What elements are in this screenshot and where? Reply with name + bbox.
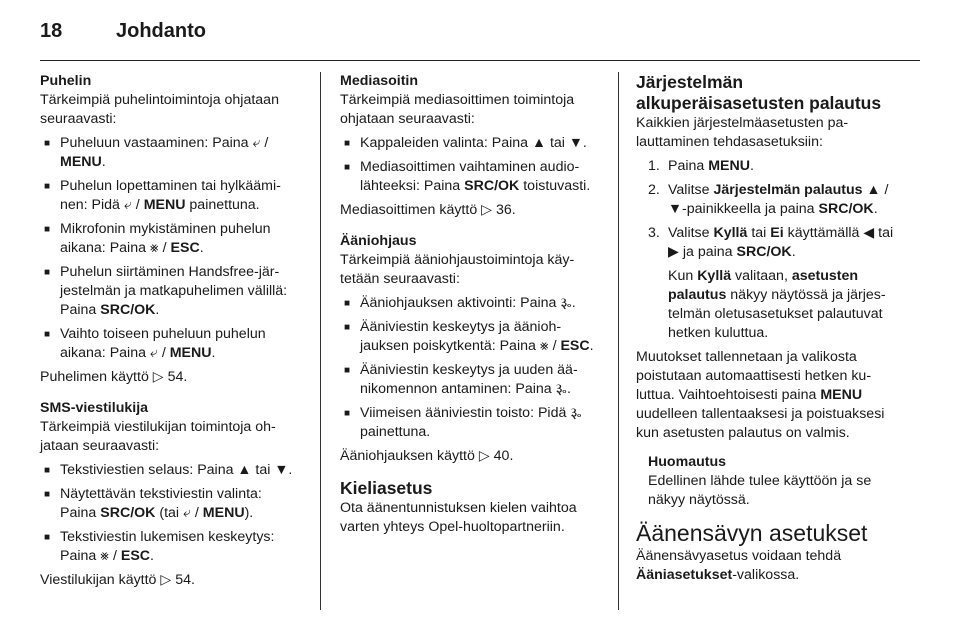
column-divider	[618, 72, 619, 610]
list-item: ■ Puheluun vastaaminen: Paina ⤶ / MENU.	[40, 134, 302, 172]
section-heading-reset: Järjestelmän alkuperäisasetusten palautus	[636, 72, 882, 113]
section-heading-phone: Puhelin	[40, 73, 92, 89]
phone-reference: Puhelimen käyttö ▷ 54.	[40, 369, 188, 385]
reset-intro: Kaikkien järjestelmäasetusten palauttaminen tehdasasetuksiin:	[636, 115, 849, 150]
step3-note: Kun Kyllä valitaan, asetusten palautus näkyy näytössä ja järjestelmän oletusasetukset palautuvat hetken kuluttua.	[668, 268, 886, 341]
phone-list	[40, 134, 302, 363]
media-intro: Tärkeimpiä mediasoittimen toimintoja ohjataan seuraavasti:	[340, 92, 575, 127]
list-item: 2. Valitse Järjestelmän palautus ▲ / ▼-painikkeella ja paina SRC/OK.	[648, 182, 889, 217]
list-item: ■ Mikrofonin mykistäminen puhelun aikana: Paina ⨳ / ESC.	[40, 220, 302, 258]
list-item: ■ Viimeisen ääniviestin toisto: Pidä ૱ painettuna.	[340, 404, 605, 442]
language-text: Ota äänentunnistuksen kielen vaihtoa varten yhteys Opel-huoltopartneriin.	[340, 500, 577, 535]
phone-icon: ⤶	[183, 505, 191, 521]
column-middle	[340, 72, 605, 537]
list-item: ■ Puhelun lopettaminen tai hylkääminen: Pidä ⤶ / MENU painettuna.	[40, 177, 302, 215]
section-heading-language: Kieliasetus	[340, 478, 433, 498]
list-item: ■ Mediasoittimen vaihtaminen audiolähteeksi: Paina SRC/OK toistuvasti.	[340, 158, 605, 196]
list-item: ■ Ääniviestin keskeytys ja ääniohjauksen poiskytkentä: Paina ⨳ / ESC.	[340, 318, 605, 356]
mute-icon: ⨳	[149, 240, 159, 256]
column-divider	[320, 72, 321, 610]
list-item: ■ Puhelun siirtäminen Handsfree-järjestelmän ja matkapuhelimen välillä: Paina SRC/OK.	[40, 263, 302, 320]
voice-icon: ૱	[560, 295, 572, 311]
voice-icon: ૱	[555, 381, 568, 397]
voice-intro: Tärkeimpiä ääniohjaustoimintoja käytetään seuraavasti:	[340, 252, 575, 287]
list-item: ■ Näytettävän tekstiviestin valinta: Paina SRC/OK (tai ⤶ / MENU).	[40, 485, 302, 523]
section-heading-sms: SMS-viestilukija	[40, 400, 149, 416]
list-item: ■ Ääniohjauksen aktivointi: Paina ૱.	[340, 294, 605, 313]
section-heading-voice: Ääniohjaus	[340, 233, 417, 249]
voice-icon: ૱	[570, 405, 582, 421]
phone-icon: ⤶	[149, 345, 158, 361]
list-item: ■ Tekstiviestin lukemisen keskeytys: Paina ⨳ / ESC.	[40, 528, 302, 566]
section-heading-tone: Äänensävyn asetukset	[636, 520, 868, 546]
media-list	[340, 134, 605, 196]
page-title: Johdanto	[116, 20, 206, 42]
tone-text: Äänensävyasetus voidaan tehdä Ääniasetukset-valikossa.	[636, 548, 842, 583]
section-heading-media: Mediasoitin	[340, 73, 419, 89]
note-heading: Huomautus	[648, 454, 727, 470]
sms-list	[40, 461, 302, 566]
column-left	[40, 72, 302, 590]
voice-reference: Ääniohjauksen käyttö ▷ 40.	[340, 448, 514, 464]
mute-icon: ⨳	[100, 548, 110, 564]
sms-reference: Viestilukijan käyttö ▷ 54.	[40, 572, 195, 588]
list-item: ■ Kappaleiden valinta: Paina ▲ tai ▼.	[340, 134, 605, 153]
changes-text: Muutokset tallennetaan ja valikosta poistutaan automaattisesti hetken kuluttua. Vaihtoehtoisesti paina MENU uudelleen tallentaaksesi ja poistuaksesi kun asetusten palautus on valmis.	[636, 349, 885, 441]
reset-steps	[636, 157, 904, 262]
phone-icon: ⤶	[123, 197, 132, 213]
page-number: 18	[40, 20, 63, 42]
media-reference: Mediasoittimen käyttö ▷ 36.	[340, 202, 516, 218]
list-item: 3. Valitse Kyllä tai Ei käyttämällä ◀ tai ▶ ja paina SRC/OK.	[648, 225, 894, 260]
page-header	[40, 20, 920, 61]
list-item: ■ Tekstiviestien selaus: Paina ▲ tai ▼.	[40, 461, 302, 480]
mute-icon: ⨳	[539, 338, 549, 354]
note-text: Edellinen lähde tulee käyttöön ja se näkyy näytössä.	[648, 473, 872, 508]
list-item: 1. Paina MENU.	[648, 158, 754, 174]
column-right	[636, 72, 904, 585]
sms-intro: Tärkeimpiä viestilukijan toimintoja ohjataan seuraavasti:	[40, 419, 276, 454]
list-item: ■ Ääniviestin keskeytys ja uuden äänikomennon antaminen: Paina ૱.	[340, 361, 605, 399]
list-item: ■ Vaihto toiseen puheluun puhelun aikana: Paina ⤶ / MENU.	[40, 325, 302, 363]
voice-list	[340, 294, 605, 442]
phone-intro: Tärkeimpiä puhelintoimintoja ohjataan seuraavasti:	[40, 92, 279, 127]
phone-icon: ⤶	[252, 135, 261, 151]
